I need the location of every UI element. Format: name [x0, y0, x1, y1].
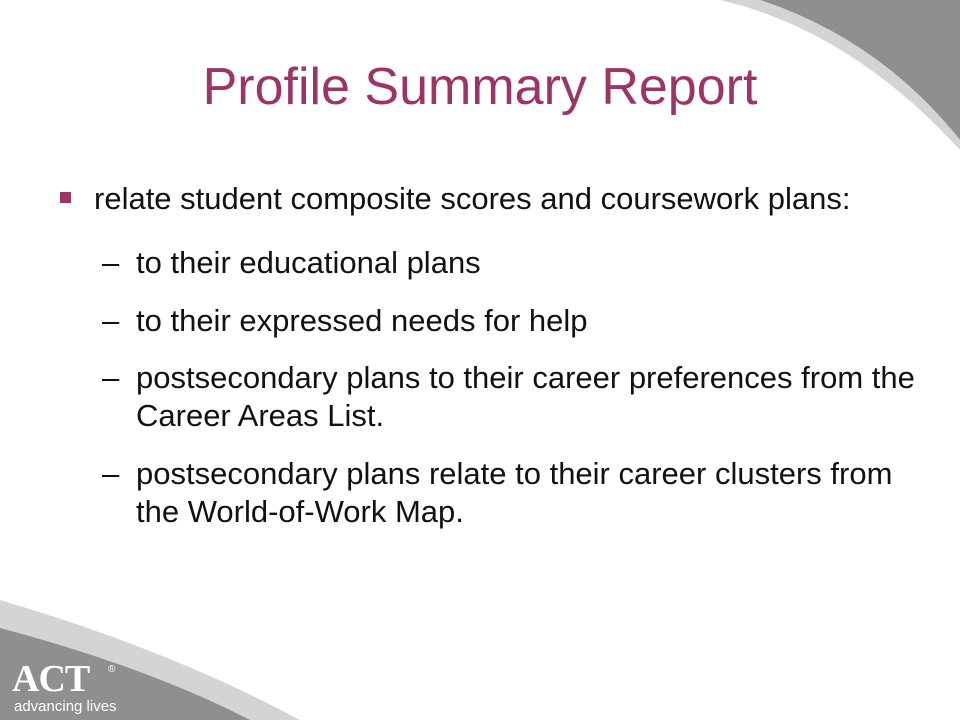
main-bullet [60, 180, 920, 218]
sub-bullet-text: postsecondary plans to their career preferences from the Career Areas List. [136, 360, 915, 434]
dash-marker: – [102, 360, 120, 396]
square-bullet-icon [60, 192, 71, 203]
sub-bullet-list [60, 244, 920, 531]
sub-bullet-item [60, 244, 920, 282]
slide-content [60, 180, 920, 551]
sub-bullet-item [60, 302, 920, 340]
dash-marker: – [102, 244, 120, 280]
sub-bullet-item [60, 359, 920, 435]
sub-bullet-text: postsecondary plans relate to their career clusters from the World-of-Work Map. [136, 456, 893, 529]
slide-title: Profile Summary Report [202, 58, 758, 116]
logo-tagline: advancing lives [14, 698, 117, 715]
registered-mark: ® [108, 664, 116, 675]
sub-bullet-text: to their educational plans [136, 244, 481, 280]
dash-marker: – [102, 456, 120, 492]
sub-bullet-text: to their expressed needs for help [136, 302, 588, 338]
main-bullet-text: relate student composite scores and coursework plans: [94, 181, 851, 216]
logo-mark: ACT [12, 658, 90, 700]
act-logo [8, 660, 148, 718]
sub-bullet-item [60, 455, 920, 531]
dash-marker: – [102, 302, 120, 338]
